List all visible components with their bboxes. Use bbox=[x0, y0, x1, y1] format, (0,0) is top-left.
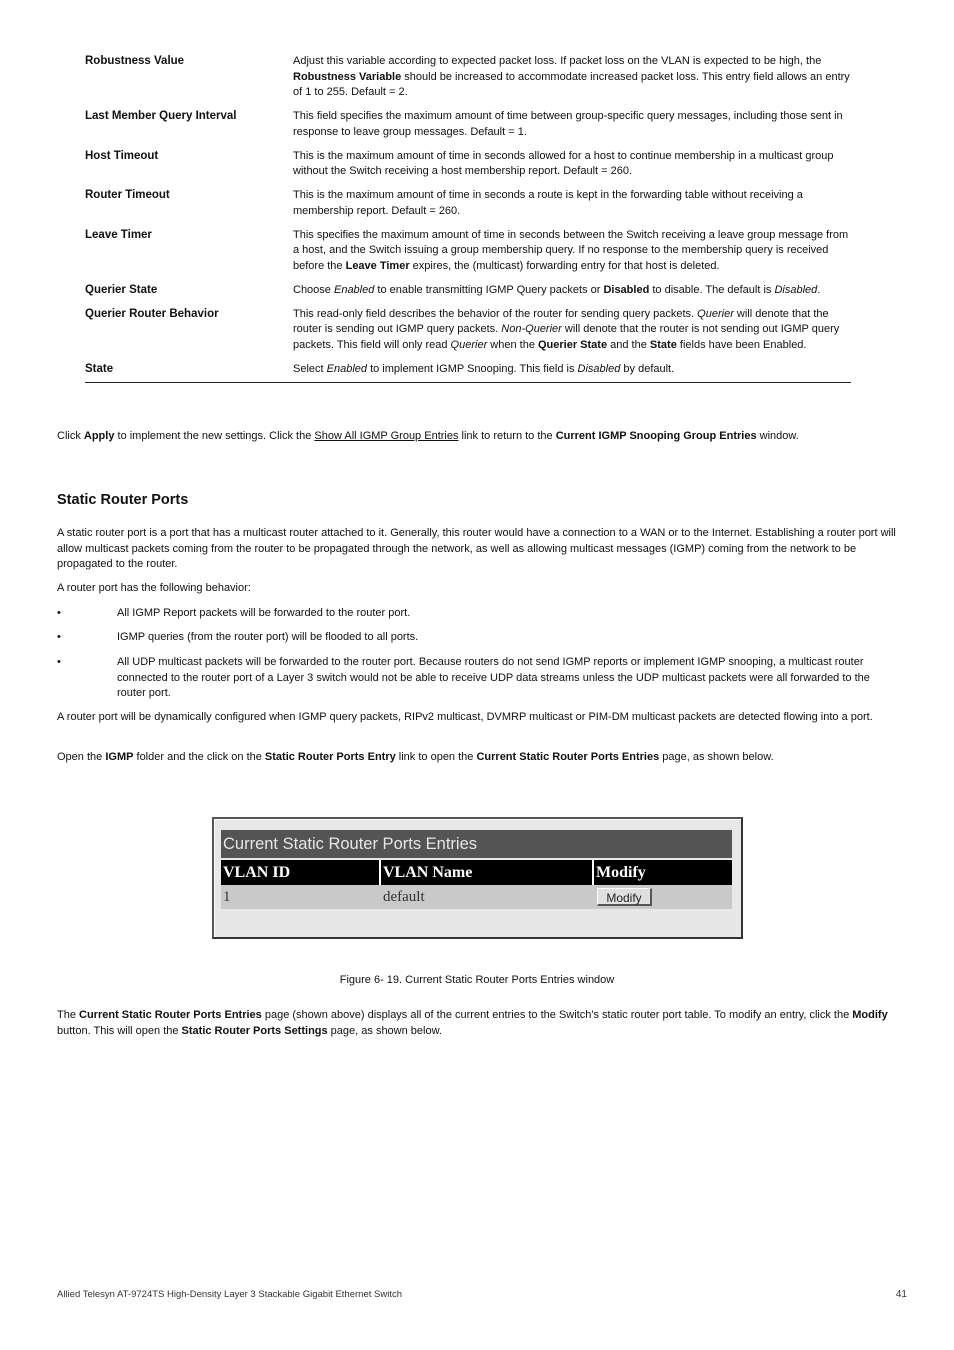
intro-paragraph bbox=[57, 526, 897, 573]
text-run: Select bbox=[293, 362, 327, 375]
figure-table-header bbox=[221, 860, 732, 885]
text-run: to disable. The default is bbox=[649, 283, 775, 296]
text-run: This is the maximum amount of time in seconds a route is kept in the forwarding table without receiving a membership report. Default = 260. bbox=[293, 189, 803, 217]
column-header-modify: Modify bbox=[596, 864, 646, 881]
param-description bbox=[293, 228, 851, 275]
text-run: Open the bbox=[57, 751, 106, 763]
text-run: will denote that the router is sending out IGMP query packets. bbox=[293, 307, 829, 335]
text-run: button. This will open the bbox=[57, 1024, 182, 1037]
bullet-mark: • bbox=[57, 656, 61, 668]
table-row bbox=[221, 885, 732, 909]
bullet-mark: • bbox=[57, 631, 61, 643]
param-term: Querier Router Behavior bbox=[85, 307, 219, 320]
text-run: This specifies the maximum amount of time in seconds between the Switch receiving a leave group message from a host, and the Switch issuing a group membership query. If no response to the membership query is received before the bbox=[293, 228, 849, 272]
static-router-ports-screenshot bbox=[212, 817, 743, 939]
text-run: window. bbox=[756, 430, 799, 442]
text-run: by default. bbox=[620, 362, 675, 375]
param-description bbox=[293, 283, 851, 299]
param-term: Leave Timer bbox=[85, 228, 152, 241]
text-run: link to return to the bbox=[458, 430, 556, 442]
text-run: Current Static Router Ports Entries bbox=[79, 1009, 262, 1021]
text-run: and the bbox=[607, 338, 650, 351]
text-run: Querier bbox=[697, 307, 734, 320]
after-figure-paragraph bbox=[57, 1008, 897, 1039]
param-term: Robustness Value bbox=[85, 55, 185, 67]
apply-paragraph bbox=[57, 429, 897, 445]
parameter-table bbox=[85, 54, 851, 383]
text-run: Current IGMP Snooping Group Entries bbox=[555, 430, 757, 442]
text-run: page, as shown below. bbox=[659, 751, 774, 763]
param-row bbox=[85, 188, 851, 219]
page-number: 41 bbox=[895, 1289, 907, 1300]
figure-window-title: Current Static Router Ports Entries bbox=[221, 830, 732, 858]
text-run: when the bbox=[487, 338, 538, 351]
text-run: Disabled bbox=[603, 283, 650, 296]
param-description bbox=[293, 54, 851, 101]
text-run: State bbox=[649, 338, 677, 351]
text-run: . bbox=[817, 283, 821, 296]
text-run: Leave Timer bbox=[345, 259, 410, 272]
text-run: This is the maximum amount of time in seconds allowed for a host to continue membership in a multicast group without the Switch receiving a host membership report. Default = 260. bbox=[293, 149, 834, 177]
text-run: Robustness Variable bbox=[293, 70, 402, 83]
column-header-vlan-name: VLAN Name bbox=[383, 864, 473, 881]
text-run: Querier bbox=[450, 338, 488, 351]
param-term: Last Member Query Interval bbox=[85, 110, 237, 122]
param-description bbox=[293, 149, 851, 180]
param-term: Querier State bbox=[85, 283, 158, 296]
param-row bbox=[85, 283, 851, 299]
text-run: will denote that the router is not sending out IGMP query packets. This field will only read bbox=[293, 323, 840, 351]
param-term: Router Timeout bbox=[85, 189, 170, 201]
text-run: IGMP bbox=[105, 751, 134, 763]
bullet-text: All IGMP Report packets will be forwarded to the router port. bbox=[117, 607, 411, 619]
param-row bbox=[85, 54, 851, 101]
figure-caption: Figure 6- 19. Current Static Router Ports Entries window bbox=[339, 974, 615, 986]
text-run: Current Static Router Ports Entries bbox=[476, 751, 660, 763]
column-header-vlan-id: VLAN ID bbox=[223, 864, 291, 881]
text-run: Modify bbox=[852, 1009, 888, 1021]
text-run: to implement the new settings. Click the bbox=[114, 430, 315, 442]
param-term: State bbox=[85, 362, 114, 375]
text-run: Disabled bbox=[774, 283, 818, 296]
section-heading: Static Router Ports bbox=[57, 492, 189, 508]
text-run: expires, the (multicast) forwarding entry for that host is deleted. bbox=[409, 259, 720, 272]
column-divider bbox=[379, 860, 381, 885]
text-run: Choose bbox=[293, 283, 334, 296]
text-run: Static Router Ports Entry bbox=[264, 751, 396, 763]
list-item bbox=[57, 630, 897, 646]
text-run: fields have been Enabled. bbox=[676, 338, 807, 351]
cell-vlan-name: default bbox=[383, 889, 425, 905]
text-run: Enabled bbox=[333, 283, 375, 296]
behavior-lead-paragraph bbox=[57, 581, 897, 597]
text-run: Non-Querier bbox=[501, 323, 562, 335]
param-description bbox=[293, 362, 851, 378]
open-paragraph bbox=[57, 750, 897, 766]
text-run: to enable transmitting IGMP Query packets or bbox=[374, 283, 604, 296]
bullet-text: All UDP multicast packets will be forwarded to the router port. Because routers do not send IGMP reports or implement IGMP snooping, a multicast router connected to the router port of a Layer 3 switch would not be able to receive UDP data streams unless the UDP multicast packets were all forwarded to the router port. bbox=[117, 656, 870, 699]
modify-button[interactable]: Modify bbox=[597, 888, 652, 906]
list-item bbox=[57, 655, 897, 702]
text-run: Enabled bbox=[326, 362, 368, 375]
footer-product-name: Allied Telesyn AT-9724TS High-Density Layer 3 Stackable Gigabit Ethernet Switch bbox=[57, 1289, 402, 1300]
text-run: should be increased to accommodate increased packet loss. This entry field allows an entry of 1 to 255. Default = 2. bbox=[293, 70, 850, 98]
text-run: Adjust this variable according to expected packet loss. If packet loss on the VLAN is expected to be high, the bbox=[293, 55, 822, 67]
text-run: folder and the click on the bbox=[133, 751, 265, 763]
text-run: A router port will be dynamically configured when IGMP query packets, RIPv2 multicast, DVMRP multicast or PIM-DM multicast packets are detected flowing into a port. bbox=[57, 711, 873, 723]
text-run: Click bbox=[57, 430, 84, 442]
text-run: A static router port is a port that has a multicast router attached to it. Generally, this router would have a connection to a WAN or to the Internet. Establishing a router port will allow multicast packets coming from the router to be propagated through the network, as well as allowing multicast messages (IGMP) coming from the network to be propagated to the router. bbox=[57, 527, 896, 570]
column-divider bbox=[592, 860, 594, 885]
list-item bbox=[57, 606, 897, 622]
bullet-text: IGMP queries (from the router port) will be flooded to all ports. bbox=[117, 631, 419, 643]
text-run: to implement IGMP Snooping. This field is bbox=[367, 362, 578, 375]
param-description bbox=[293, 307, 851, 354]
param-term: Host Timeout bbox=[85, 149, 159, 162]
text-run: link to open the bbox=[395, 751, 477, 763]
text-run: Apply bbox=[83, 430, 115, 442]
text-run: Disabled bbox=[577, 362, 621, 375]
text-run: The bbox=[57, 1009, 80, 1021]
text-run: page, as shown below. bbox=[327, 1024, 442, 1037]
text-run: page (shown above) displays all of the current entries to the Switch's static router port table. To modify an entry, click the bbox=[261, 1009, 853, 1021]
cell-vlan-id: 1 bbox=[223, 889, 231, 905]
inline-link[interactable]: Show All IGMP Group Entries bbox=[314, 430, 459, 442]
text-run: This read-only field describes the behavior of the router for sending query packets. bbox=[293, 307, 698, 320]
param-row bbox=[85, 109, 851, 140]
param-description bbox=[293, 188, 851, 219]
text-run: Static Router Ports Settings bbox=[181, 1024, 328, 1037]
param-row bbox=[85, 307, 851, 354]
text-run: This field specifies the maximum amount of time between group-specific query messages, including those sent in response to leave group messages. Default = 1. bbox=[293, 110, 843, 138]
text-run: A router port has the following behavior: bbox=[57, 582, 251, 594]
text-run: Querier State bbox=[538, 338, 608, 351]
param-row bbox=[85, 362, 851, 378]
param-description bbox=[293, 109, 851, 140]
bullet-mark: • bbox=[57, 607, 61, 619]
dynamic-paragraph bbox=[57, 710, 897, 726]
param-row bbox=[85, 228, 851, 275]
param-row bbox=[85, 149, 851, 180]
